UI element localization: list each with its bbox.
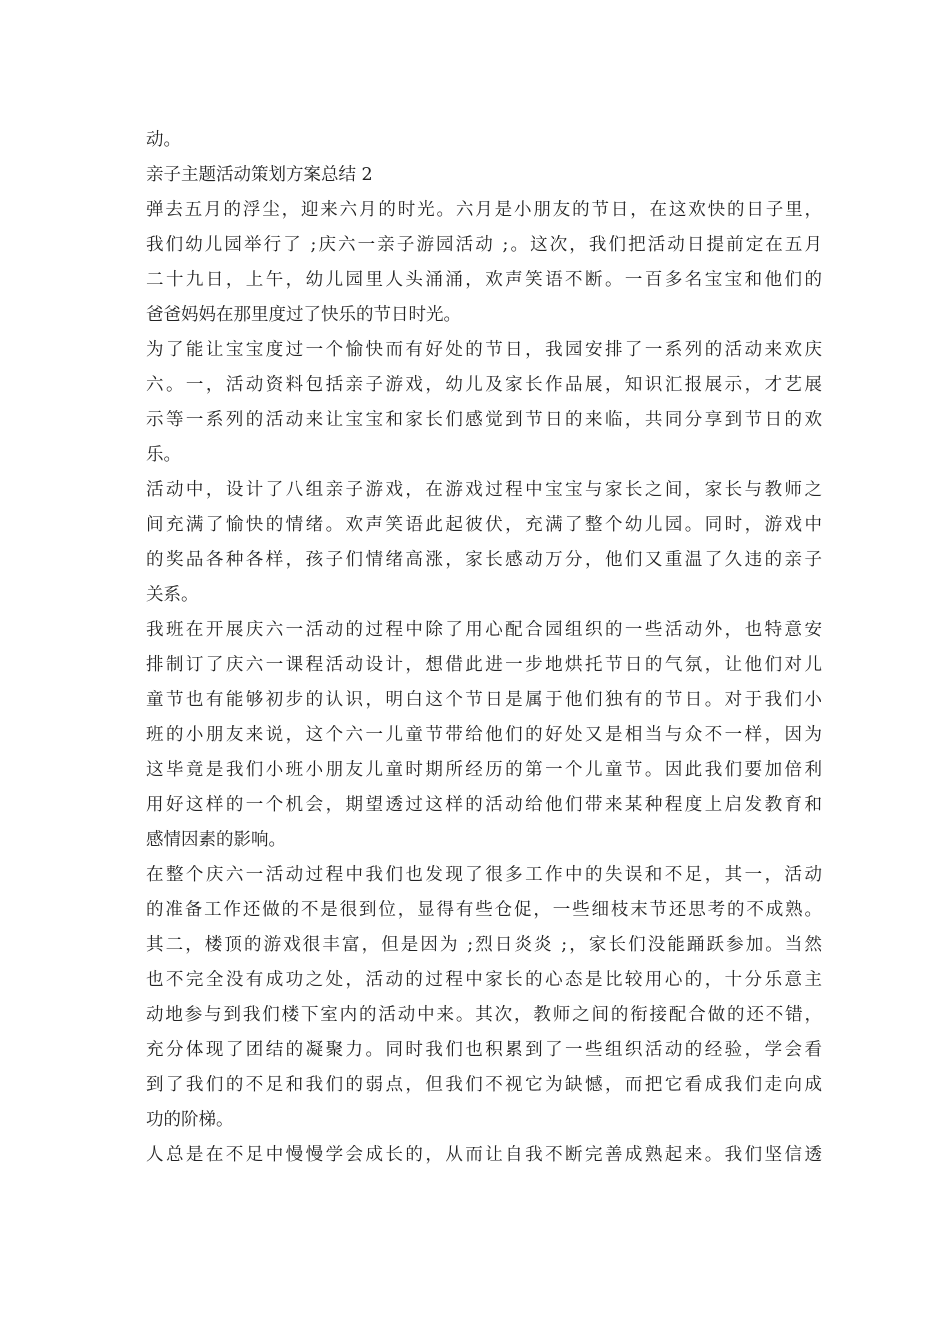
document-body (146, 123, 822, 1173)
text-line: 为了能让宝宝度过一个愉快而有好处的节日，我园安排了一系列的活动来欢庆 (146, 340, 822, 360)
text-line: 班的小朋友来说，这个六一儿童节带给他们的好处又是相当与众不一样，因为 (146, 725, 822, 745)
text-line: 到了我们的不足和我们的弱点，但我们不视它为缺憾，而把它看成我们走向成 (146, 1075, 822, 1095)
text-line: 排制订了庆六一课程活动设计，想借此进一步地烘托节日的气氛，让他们对儿 (146, 655, 822, 675)
text-line: 的奖品各种各样，孩子们情绪高涨，家长感动万分，他们又重温了久违的亲子 (146, 550, 822, 570)
text-line: 六。一，活动资料包括亲子游戏，幼儿及家长作品展，知识汇报展示，才艺展 (146, 375, 822, 395)
text-line: 人总是在不足中慢慢学会成长的，从而让自我不断完善成熟起来。我们坚信透 (146, 1145, 822, 1165)
text-line: 童节也有能够初步的认识，明白这个节日是属于他们独有的节日。对于我们小 (146, 690, 822, 710)
text-line: 用好这样的一个机会，期望透过这样的活动给他们带来某种程度上启发教育和 (146, 795, 822, 815)
text-line: 功的阶梯。 (146, 1110, 234, 1130)
text-line: 爸爸妈妈在那里度过了快乐的节日时光。 (146, 305, 461, 325)
text-line: 二十九日，上午，幼儿园里人头涌涌，欢声笑语不断。一百多名宝宝和他们的 (146, 270, 822, 290)
text-line: 活动中，设计了八组亲子游戏，在游戏过程中宝宝与家长之间，家长与教师之 (146, 480, 822, 500)
text-line: 在整个庆六一活动过程中我们也发现了很多工作中的失误和不足，其一，活动 (146, 865, 822, 885)
text-line: 这毕竟是我们小班小朋友儿童时期所经历的第一个儿童节。因此我们要加倍利 (146, 760, 822, 780)
text-line: 充分体现了团结的凝聚力。同时我们也积累到了一些组织活动的经验，学会看 (146, 1040, 822, 1060)
text-line: 动地参与到我们楼下室内的活动中来。其次，教师之间的衔接配合做的还不错， (146, 1005, 822, 1025)
text-line: 我班在开展庆六一活动的过程中除了用心配合园组织的一些活动外，也特意安 (146, 620, 822, 640)
text-line: 也不完全没有成功之处，活动的过程中家长的心态是比较用心的，十分乐意主 (146, 970, 822, 990)
text-line: 动。 (146, 130, 181, 150)
text-line: 其二，楼顶的游戏很丰富，但是因为 ;烈日炎炎 ;，家长们没能踊跃参加。当然 (146, 935, 822, 955)
text-line: 关系。 (146, 585, 199, 605)
text-line: 乐。 (146, 445, 181, 465)
text-line: 感情因素的影响。 (146, 830, 286, 850)
text-line: 间充满了愉快的情绪。欢声笑语此起彼伏，充满了整个幼儿园。同时，游戏中 (146, 515, 822, 535)
text-line: 的准备工作还做的不是很到位，显得有些仓促，一些细枝末节还思考的不成熟。 (146, 900, 822, 920)
text-line: 示等一系列的活动来让宝宝和家长们感觉到节日的来临，共同分享到节日的欢 (146, 410, 822, 430)
text-line: 弹去五月的浮尘，迎来六月的时光。六月是小朋友的节日，在这欢快的日子里， (146, 200, 822, 220)
section-heading: 亲子主题活动策划方案总结 2 (146, 165, 373, 185)
text-line: 我们幼儿园举行了 ;庆六一亲子游园活动 ;。这次，我们把活动日提前定在五月 (146, 235, 822, 255)
